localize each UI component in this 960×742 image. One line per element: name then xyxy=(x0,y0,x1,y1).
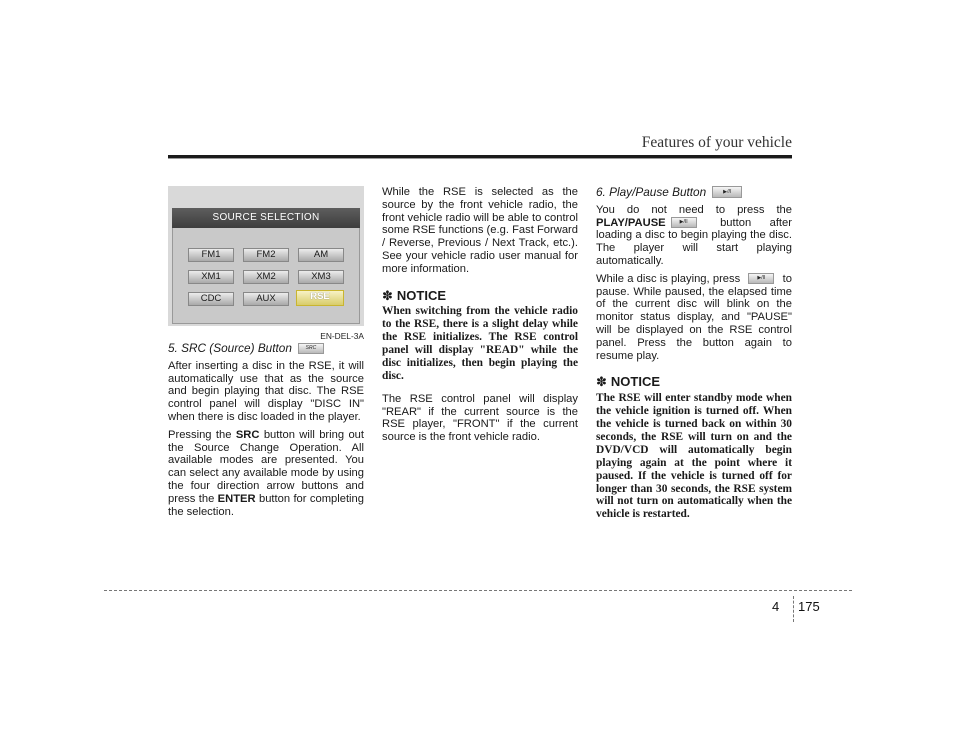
header-rule-thin xyxy=(168,158,792,159)
notice-star-icon: ✽ xyxy=(596,374,607,390)
notice-heading-1 xyxy=(382,287,578,303)
play-pause-inline-icon-2: ▶/II xyxy=(748,273,774,284)
rse-front-radio-paragraph: While the RSE is selected as the source by the front vehicle radio, the front vehicle radio will be able to control some RSE functions (e.g. Fast Forward / Reverse, Previous / Next Track, etc.). See your vehicle radio user manual for more information. xyxy=(382,186,578,275)
rse-display-paragraph: The RSE control panel will display "REAR" if the current source is the RSE player, "FRONT" if the current source is the front vehicle radio. xyxy=(382,392,578,444)
source-button-xm3: XM3 xyxy=(298,270,344,284)
src-button-icon: SRC xyxy=(298,343,324,354)
notice-title: NOTICE xyxy=(396,287,447,303)
notice-title: NOTICE xyxy=(610,374,661,390)
source-button-fm2: FM2 xyxy=(243,248,289,262)
screen-title: SOURCE SELECTION xyxy=(172,208,360,228)
src-p2-text-c: button for completing the selection. xyxy=(168,492,364,518)
src-button-heading-text: 5. SRC (Source) Button xyxy=(168,341,292,355)
page-header-title: Features of your vehicle xyxy=(641,134,792,151)
column-3 xyxy=(596,186,792,531)
source-button-cdc: CDC xyxy=(188,292,234,306)
source-button-xm1: XM1 xyxy=(188,270,234,284)
play-pause-heading-text: 6. Play/Pause Button xyxy=(596,185,707,199)
src-button-heading xyxy=(168,342,364,355)
play-pause-paragraph-2 xyxy=(596,273,792,363)
src-p2-bold-enter: ENTER xyxy=(217,492,256,505)
source-button-am: AM xyxy=(298,248,344,262)
play-pause-heading xyxy=(596,186,792,199)
source-button-rse-selected: RSE xyxy=(296,290,344,306)
play-p1-text-a: You do not need to press the xyxy=(596,203,792,216)
column-2 xyxy=(382,186,578,449)
footer-rule xyxy=(104,590,852,591)
notice-star-icon: ✽ xyxy=(382,287,393,303)
play-pause-inline-icon: ▶/II xyxy=(671,217,697,228)
play-p1-bold: PLAY/PAUSE xyxy=(596,216,666,229)
play-p2-text-b: to pause. While paused, the elapsed time of the current disc will blink on the monitor status display, and "PAUSE" will be displayed on the RSE control panel. Press the button again to resume play. xyxy=(596,272,792,362)
chapter-number: 4 xyxy=(772,599,780,614)
src-p2-text-a: Pressing the xyxy=(168,428,236,441)
play-pause-icon: ▶/II xyxy=(712,186,742,198)
source-button-fm1: FM1 xyxy=(188,248,234,262)
src-p2-text-b: button will bring out the Source Change Operation. All available modes are presented. You can select any available mode by using the four direction arrow buttons and press the xyxy=(168,428,364,505)
source-selection-figure xyxy=(168,186,364,341)
play-pause-paragraph-1 xyxy=(596,204,792,268)
play-p2-text-a: While a disc is playing, press xyxy=(596,272,744,285)
src-p2-bold-src: SRC xyxy=(235,428,260,441)
src-paragraph-2 xyxy=(168,429,364,519)
source-button-xm2: XM2 xyxy=(243,270,289,284)
notice-heading-2 xyxy=(596,376,792,389)
footer-separator xyxy=(793,596,794,622)
src-paragraph-1: After inserting a disc in the RSE, it will automatically use that as the source and begin playing that disc. The RSE control panel will display "DISC IN" when there is disc loaded in the player. xyxy=(168,359,364,423)
play-p1-text-b: button after loading a disc to begin playing the disc. The player will start playing automatically. xyxy=(596,216,792,267)
notice-body-2: The RSE will enter standby mode when the vehicle ignition is turned off. When the vehicle is turned back on within 30 seconds, the RSE will turn on and the DVD/VCD will automatically begin playing again at the point where it paused. If the vehicle is turned off for longer than 30 seconds, the RSE system will not turn on automatically when the vehicle is restarted. xyxy=(596,392,792,521)
figure-label: EN-DEL-3A xyxy=(320,331,364,341)
source-button-aux: AUX xyxy=(243,292,289,306)
page-number: 175 xyxy=(798,599,820,614)
column-1 xyxy=(168,186,364,523)
notice-body-1: When switching from the vehicle radio to the RSE, there is a slight delay while the RSE initializes. The RSE control panel will display "READ" while the disc initializes, then begin playing the disc. xyxy=(382,305,578,382)
